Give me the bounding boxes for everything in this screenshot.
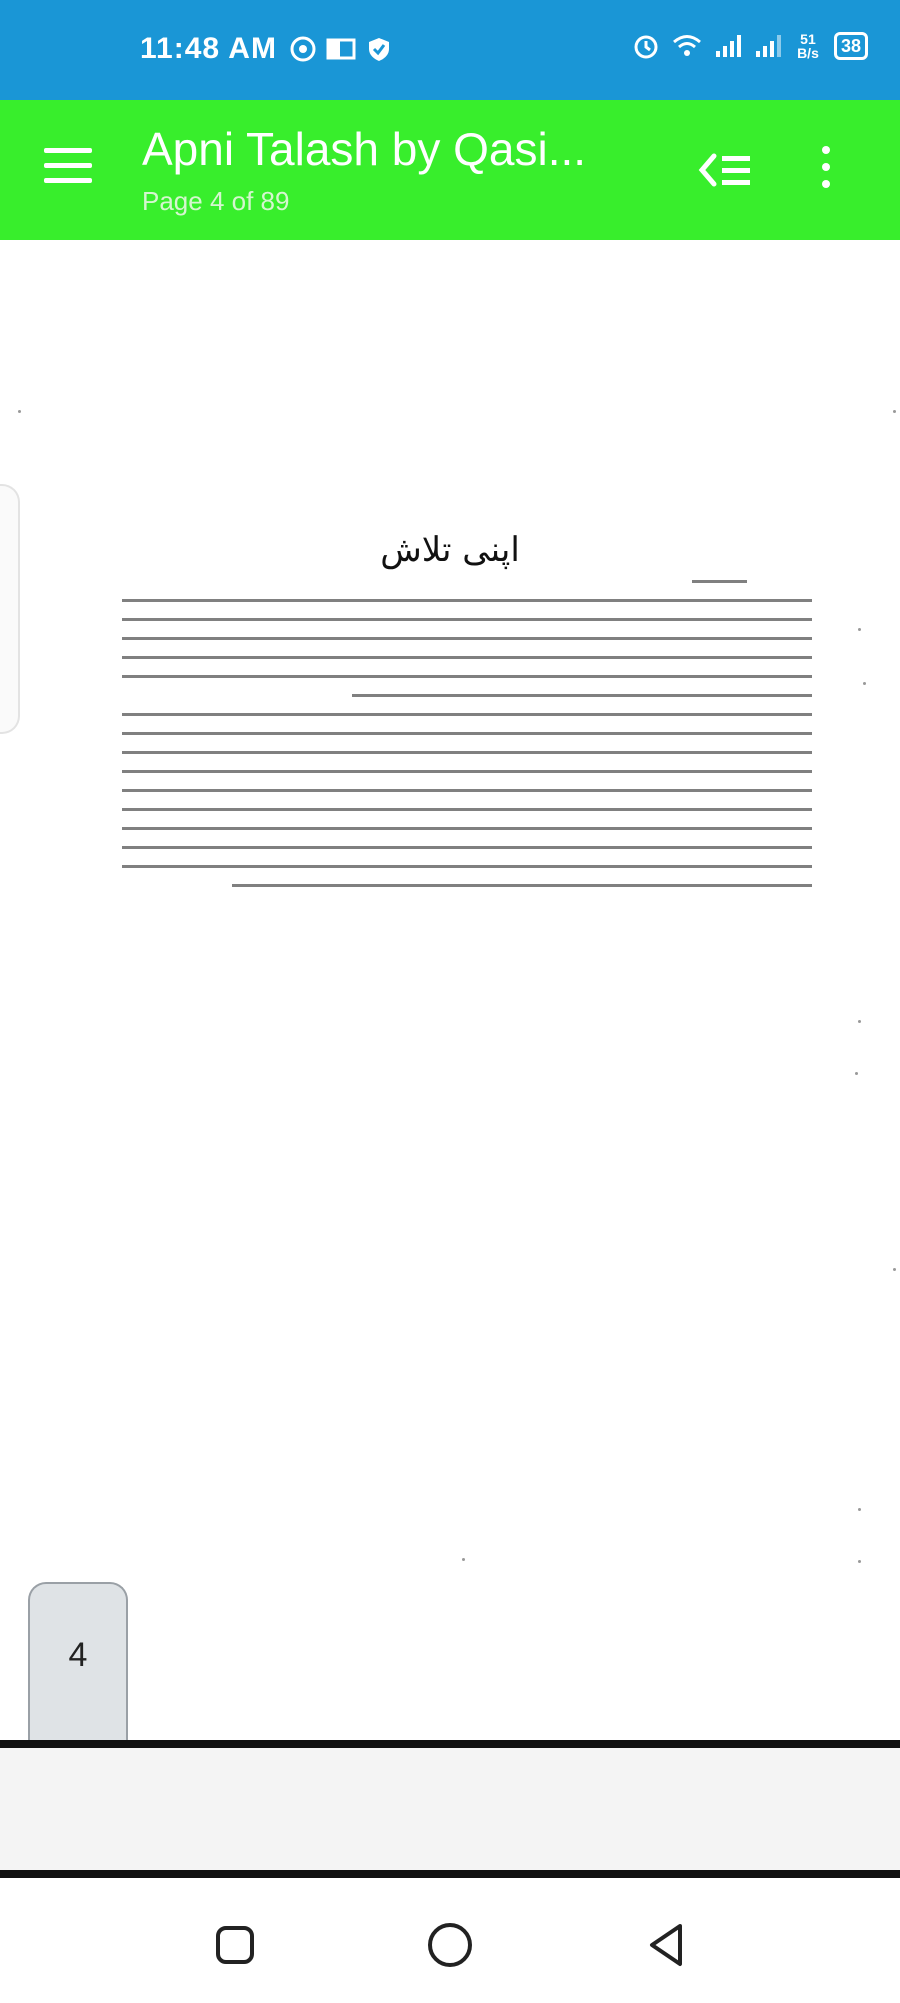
network-speed: 51 B/s [797, 31, 819, 61]
page-indicator: Page 4 of 89 [142, 186, 290, 216]
signal-icon [754, 33, 782, 59]
divider [0, 1740, 900, 1748]
status-bar [0, 0, 900, 100]
table-of-contents-icon[interactable] [692, 146, 756, 194]
battery-indicator: 38 [834, 32, 868, 60]
signal-icon [714, 33, 742, 59]
recent-apps-icon[interactable] [210, 1920, 260, 1970]
side-drawer-handle[interactable] [0, 484, 20, 734]
divider [0, 1870, 900, 1878]
document-title: اپنی تلاش [380, 530, 520, 570]
back-icon[interactable] [642, 1920, 692, 1970]
document-body-text [122, 580, 812, 903]
alarm-icon [632, 32, 660, 60]
page-number-badge[interactable] [28, 1582, 128, 1742]
home-icon[interactable] [425, 1920, 475, 1970]
page-number-value: 4 [68, 1636, 88, 1674]
status-time: 11:48 AM [140, 32, 277, 65]
app-title: Apni Talash by Qasi... [142, 123, 587, 175]
wifi-icon [672, 33, 702, 59]
screen-icon [326, 36, 356, 62]
bottom-toolbar [0, 1748, 900, 1870]
vpn-icon [290, 36, 316, 62]
more-options-icon[interactable] [818, 146, 834, 196]
shield-icon [366, 36, 392, 62]
status-left-icons [290, 36, 392, 62]
menu-icon[interactable] [44, 148, 92, 188]
status-right-icons [632, 32, 868, 60]
document-page[interactable] [0, 240, 900, 1740]
